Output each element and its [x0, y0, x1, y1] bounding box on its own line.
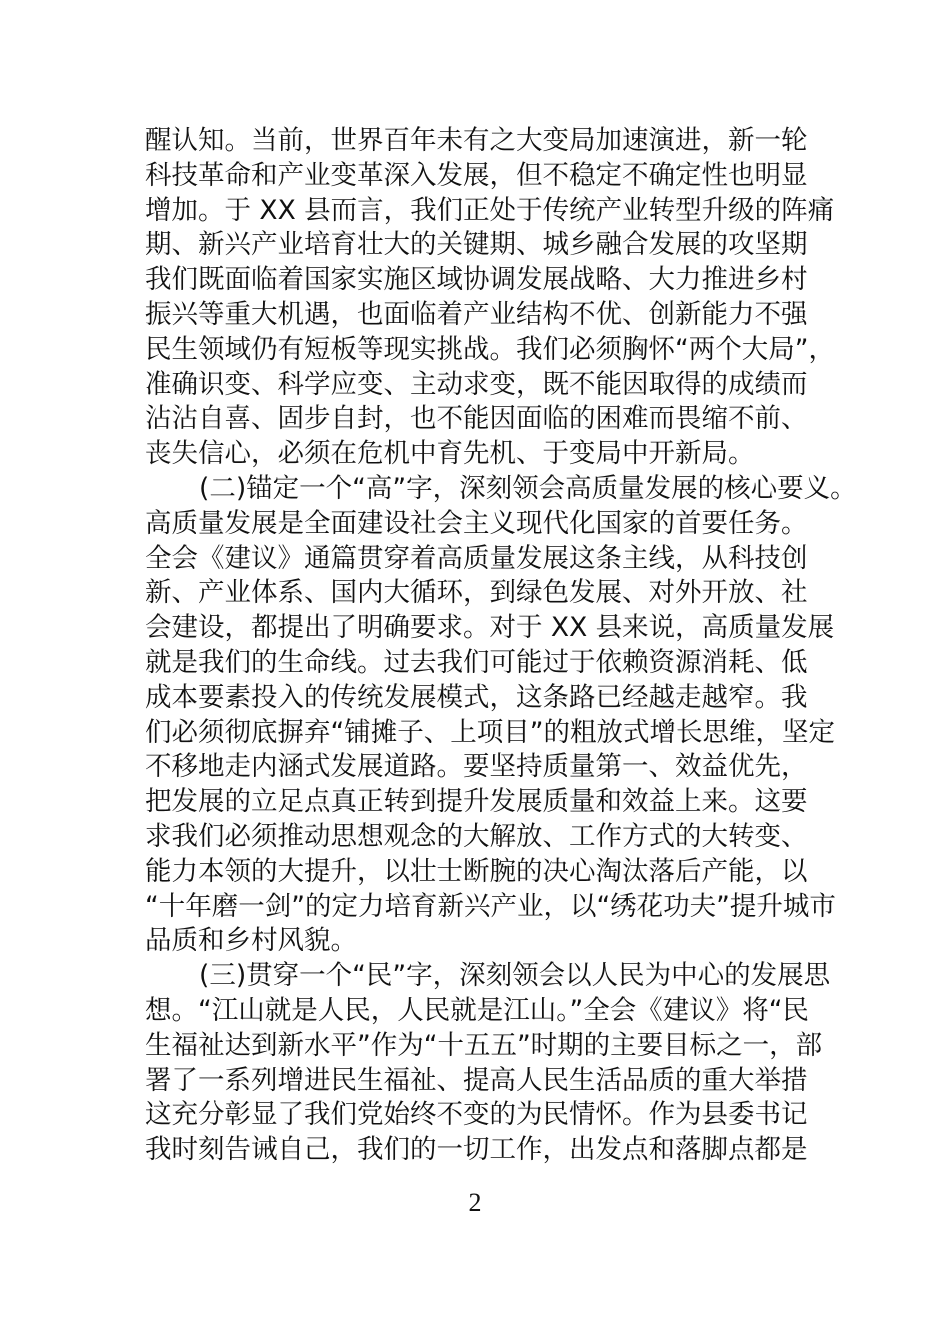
- text-line: 就是我们的生命线。过去我们可能过于依赖资源消耗、低: [145, 646, 808, 678]
- text-line: 高质量发展是全面建设社会主义现代化国家的首要任务。: [145, 507, 808, 539]
- text-line: 我们既面临着国家实施区域协调发展战略、大力推进乡村: [145, 264, 808, 296]
- text-line: 品质和乡村风貌。: [145, 925, 357, 957]
- text-line: 成本要素投入的传统发展模式，这条路已经越走越窄。我: [145, 681, 808, 713]
- page-number: 2: [468, 1188, 482, 1217]
- section-heading-3: (三)贯穿一个“民”字，深刻领会以人民为中心的发展思: [199, 960, 831, 992]
- text-line: 会建设，都提出了明确要求。对于 XX 县来说，高质量发展: [145, 612, 835, 644]
- text-line: 民生领域仍有短板等现实挑战。我们必须胸怀“两个大局”，: [145, 333, 835, 365]
- text-line: 科技革命和产业变革深入发展，但不稳定不确定性也明显: [145, 159, 808, 191]
- text-line: 期、新兴产业培育壮大的关键期、城乡融合发展的攻坚期: [145, 229, 808, 261]
- text-line: 振兴等重大机遇，也面临着产业结构不优、创新能力不强: [145, 298, 808, 330]
- text-line: 增加。于 XX 县而言，我们正处于传统产业转型升级的阵痛: [145, 194, 835, 226]
- text-line: 沾沾自喜、固步自封，也不能因面临的困难而畏缩不前、: [145, 403, 808, 435]
- text-line: 署了一系列增进民生福祉、提高人民生活品质的重大举措: [145, 1064, 808, 1096]
- section-heading-2: (二)锚定一个“高”字，深刻领会高质量发展的核心要义。: [199, 472, 857, 504]
- text-line: 我时刻告诫自己，我们的一切工作，出发点和落脚点都是: [145, 1134, 808, 1166]
- text-line: 不移地走内涵式发展道路。要坚持质量第一、效益优先，: [145, 751, 808, 783]
- text-line: 们必须彻底摒弃“铺摊子、上项目”的粗放式增长思维，坚定: [145, 716, 835, 748]
- text-line: 生福祉达到新水平”作为“十五五”时期的主要目标之一，部: [145, 1029, 823, 1061]
- text-line: 能力本领的大提升，以壮士断腕的决心淘汰落后产能，以: [145, 855, 808, 887]
- text-line: 醒认知。当前，世界百年未有之大变局加速演进，新一轮: [145, 125, 808, 156]
- text-line: 准确识变、科学应变、主动求变，既不能因取得的成绩而: [145, 368, 808, 400]
- document-body: [145, 124, 857, 1168]
- text-line: 新、产业体系、国内大循环，到绿色发展、对外开放、社: [145, 577, 808, 609]
- text-line: “十年磨一剑”的定力培育新兴产业，以“绣花功夫”提升城市: [145, 890, 836, 922]
- text-line: 求我们必须推动思想观念的大解放、工作方式的大转变、: [145, 820, 808, 852]
- text-line: 全会《建议》通篇贯穿着高质量发展这条主线，从科技创: [145, 542, 808, 574]
- text-line: 把发展的立足点真正转到提升发展质量和效益上来。这要: [145, 786, 808, 818]
- text-line: 丧失信心，必须在危机中育先机、于变局中开新局。: [145, 438, 755, 470]
- text-line: 想。“江山就是人民，人民就是江山。”全会《建议》将“民: [145, 994, 809, 1026]
- text-line: 这充分彰显了我们党始终不变的为民情怀。作为县委书记: [145, 1099, 808, 1131]
